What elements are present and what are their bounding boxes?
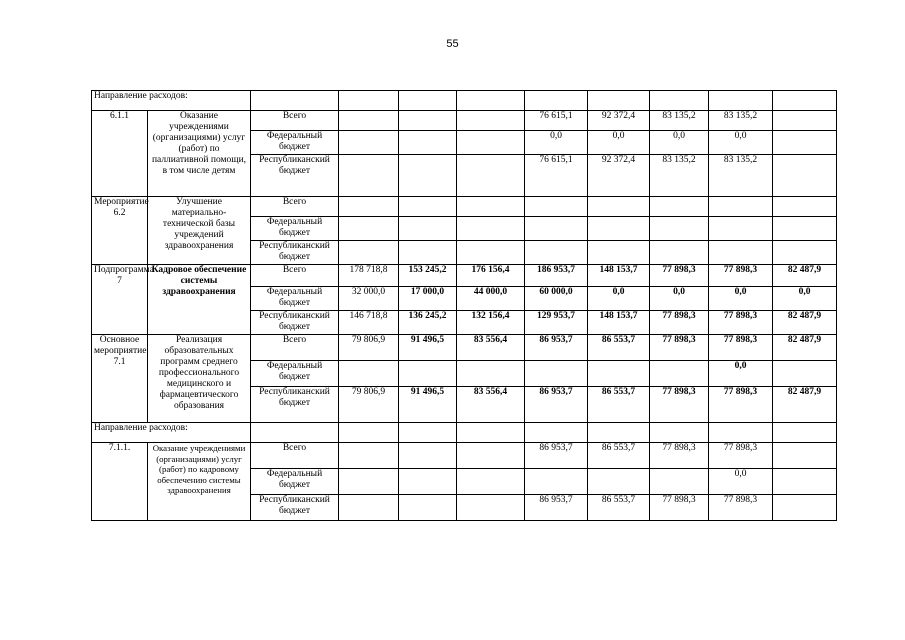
value-cell — [339, 495, 399, 521]
value-cell: 0,0 — [588, 131, 650, 155]
value-cell: 132 156,4 — [457, 311, 525, 335]
value-cell — [399, 217, 457, 241]
funding-source: Федеральный бюджет — [251, 287, 339, 311]
section-row — [92, 91, 837, 111]
value-cell — [773, 241, 837, 265]
table-row — [92, 443, 837, 469]
value-cell: 79 806,9 — [339, 387, 399, 423]
value-cell — [457, 155, 525, 197]
value-cell: 77 898,3 — [650, 311, 709, 335]
value-cell — [339, 217, 399, 241]
value-cell — [339, 241, 399, 265]
funding-source: Республиканский бюджет — [251, 241, 339, 265]
value-cell — [525, 197, 588, 217]
value-cell: 82 487,9 — [773, 265, 837, 287]
value-cell — [525, 469, 588, 495]
value-cell — [339, 443, 399, 469]
value-cell — [709, 241, 773, 265]
value-cell: 83 556,4 — [457, 387, 525, 423]
value-cell — [588, 217, 650, 241]
value-cell: 83 556,4 — [457, 335, 525, 361]
value-cell — [457, 469, 525, 495]
value-cell — [773, 443, 837, 469]
value-cell — [588, 241, 650, 265]
budget-table — [91, 90, 837, 521]
value-cell — [339, 469, 399, 495]
value-cell — [525, 241, 588, 265]
value-cell: 148 153,7 — [588, 311, 650, 335]
section-row — [92, 423, 837, 443]
value-cell: 17 000,0 — [399, 287, 457, 311]
value-cell — [457, 443, 525, 469]
value-cell: 77 898,3 — [650, 335, 709, 361]
value-cell — [399, 443, 457, 469]
value-cell: 77 898,3 — [709, 311, 773, 335]
value-cell — [773, 361, 837, 387]
value-cell — [650, 361, 709, 387]
value-cell — [650, 197, 709, 217]
value-cell: 0,0 — [650, 287, 709, 311]
funding-source: Всего — [251, 265, 339, 287]
empty-cell — [251, 423, 339, 443]
value-cell: 153 245,2 — [399, 265, 457, 287]
value-cell — [650, 469, 709, 495]
value-cell: 76 615,1 — [525, 111, 588, 131]
value-cell — [525, 217, 588, 241]
row-code: Мероприятие 6.2 — [92, 197, 148, 265]
value-cell: 60 000,0 — [525, 287, 588, 311]
value-cell — [588, 361, 650, 387]
empty-cell — [773, 423, 837, 443]
value-cell — [709, 217, 773, 241]
value-cell: 146 718,8 — [339, 311, 399, 335]
empty-cell — [525, 91, 588, 111]
empty-cell — [588, 423, 650, 443]
funding-source: Республиканский бюджет — [251, 495, 339, 521]
row-name: Улучшение материально-технической базы учреждений здравоохранения — [148, 197, 251, 265]
value-cell: 186 953,7 — [525, 265, 588, 287]
table-row — [92, 265, 837, 287]
value-cell — [650, 217, 709, 241]
value-cell: 0,0 — [773, 287, 837, 311]
funding-source: Всего — [251, 443, 339, 469]
value-cell — [339, 155, 399, 197]
value-cell: 176 156,4 — [457, 265, 525, 287]
value-cell: 83 135,2 — [709, 155, 773, 197]
value-cell: 77 898,3 — [650, 265, 709, 287]
value-cell — [399, 155, 457, 197]
value-cell: 0,0 — [650, 131, 709, 155]
value-cell — [339, 131, 399, 155]
value-cell: 0,0 — [709, 469, 773, 495]
value-cell: 79 806,9 — [339, 335, 399, 361]
funding-source: Всего — [251, 111, 339, 131]
funding-source: Всего — [251, 197, 339, 217]
value-cell: 83 135,2 — [709, 111, 773, 131]
section-heading: Направление расходов: — [92, 91, 251, 111]
value-cell: 148 153,7 — [588, 265, 650, 287]
value-cell: 82 487,9 — [773, 387, 837, 423]
value-cell — [339, 111, 399, 131]
row-code: Подпрограмма 7 — [92, 265, 148, 335]
empty-cell — [525, 423, 588, 443]
row-code: 6.1.1 — [92, 111, 148, 197]
value-cell — [399, 361, 457, 387]
value-cell — [457, 361, 525, 387]
funding-source: Республиканский бюджет — [251, 387, 339, 423]
value-cell — [339, 361, 399, 387]
value-cell: 86 953,7 — [525, 443, 588, 469]
value-cell: 83 135,2 — [650, 111, 709, 131]
value-cell — [773, 495, 837, 521]
value-cell — [588, 197, 650, 217]
value-cell — [650, 241, 709, 265]
value-cell: 129 953,7 — [525, 311, 588, 335]
empty-cell — [339, 423, 399, 443]
value-cell — [525, 361, 588, 387]
value-cell — [773, 197, 837, 217]
value-cell: 0,0 — [709, 131, 773, 155]
value-cell: 91 496,5 — [399, 335, 457, 361]
value-cell — [399, 495, 457, 521]
value-cell — [457, 217, 525, 241]
row-name: Оказание учреждениями (организациями) услуг (работ) по кадровому обеспечению системы здравоохранения — [148, 443, 251, 521]
value-cell — [773, 131, 837, 155]
empty-cell — [339, 91, 399, 111]
empty-cell — [650, 423, 709, 443]
value-cell — [773, 155, 837, 197]
value-cell: 91 496,5 — [399, 387, 457, 423]
value-cell — [457, 111, 525, 131]
funding-source: Федеральный бюджет — [251, 361, 339, 387]
empty-cell — [588, 91, 650, 111]
value-cell: 32 000,0 — [339, 287, 399, 311]
value-cell: 82 487,9 — [773, 311, 837, 335]
empty-cell — [457, 91, 525, 111]
value-cell: 77 898,3 — [709, 495, 773, 521]
empty-cell — [709, 91, 773, 111]
value-cell — [399, 241, 457, 265]
value-cell: 178 718,8 — [339, 265, 399, 287]
value-cell: 86 553,7 — [588, 443, 650, 469]
value-cell — [457, 241, 525, 265]
value-cell: 92 372,4 — [588, 155, 650, 197]
funding-source: Всего — [251, 335, 339, 361]
value-cell: 86 553,7 — [588, 387, 650, 423]
value-cell — [399, 197, 457, 217]
row-name: Реализация образовательных программ среднего профессионального медицинского и фармацевтического образования — [148, 335, 251, 423]
value-cell — [399, 131, 457, 155]
empty-cell — [650, 91, 709, 111]
value-cell: 86 953,7 — [525, 495, 588, 521]
empty-cell — [457, 423, 525, 443]
page-number: 55 — [446, 38, 459, 50]
empty-cell — [773, 91, 837, 111]
funding-source: Республиканский бюджет — [251, 155, 339, 197]
value-cell: 0,0 — [709, 361, 773, 387]
table-row — [92, 111, 837, 131]
table-row — [92, 335, 837, 361]
value-cell: 0,0 — [588, 287, 650, 311]
value-cell: 82 487,9 — [773, 335, 837, 361]
value-cell: 77 898,3 — [709, 443, 773, 469]
value-cell: 77 898,3 — [650, 495, 709, 521]
value-cell: 77 898,3 — [650, 443, 709, 469]
value-cell: 76 615,1 — [525, 155, 588, 197]
value-cell: 86 953,7 — [525, 387, 588, 423]
value-cell — [773, 217, 837, 241]
value-cell: 136 245,2 — [399, 311, 457, 335]
value-cell: 86 953,7 — [525, 335, 588, 361]
value-cell: 86 553,7 — [588, 495, 650, 521]
value-cell: 77 898,3 — [709, 265, 773, 287]
table-row — [92, 197, 837, 217]
value-cell: 86 553,7 — [588, 335, 650, 361]
value-cell: 77 898,3 — [650, 387, 709, 423]
value-cell — [773, 469, 837, 495]
value-cell: 92 372,4 — [588, 111, 650, 131]
empty-cell — [709, 423, 773, 443]
value-cell: 0,0 — [709, 287, 773, 311]
value-cell: 77 898,3 — [709, 387, 773, 423]
section-heading: Направление расходов: — [92, 423, 251, 443]
funding-source: Республиканский бюджет — [251, 311, 339, 335]
value-cell — [399, 469, 457, 495]
value-cell: 0,0 — [525, 131, 588, 155]
value-cell: 44 000,0 — [457, 287, 525, 311]
value-cell — [773, 111, 837, 131]
value-cell: 77 898,3 — [709, 335, 773, 361]
row-name: Оказание учреждениями (организациями) услуг (работ) по паллиативной помощи, в том числе детям — [148, 111, 251, 197]
value-cell: 83 135,2 — [650, 155, 709, 197]
value-cell — [457, 131, 525, 155]
value-cell — [339, 197, 399, 217]
empty-cell — [399, 91, 457, 111]
row-code: Основное мероприятие 7.1 — [92, 335, 148, 423]
row-code: 7.1.1. — [92, 443, 148, 521]
row-name: Кадровое обеспечение системы здравоохранения — [148, 265, 251, 335]
value-cell — [588, 469, 650, 495]
value-cell — [457, 495, 525, 521]
empty-cell — [399, 423, 457, 443]
funding-source: Федеральный бюджет — [251, 469, 339, 495]
value-cell — [399, 111, 457, 131]
value-cell — [709, 197, 773, 217]
empty-cell — [251, 91, 339, 111]
funding-source: Федеральный бюджет — [251, 131, 339, 155]
funding-source: Федеральный бюджет — [251, 217, 339, 241]
value-cell — [457, 197, 525, 217]
